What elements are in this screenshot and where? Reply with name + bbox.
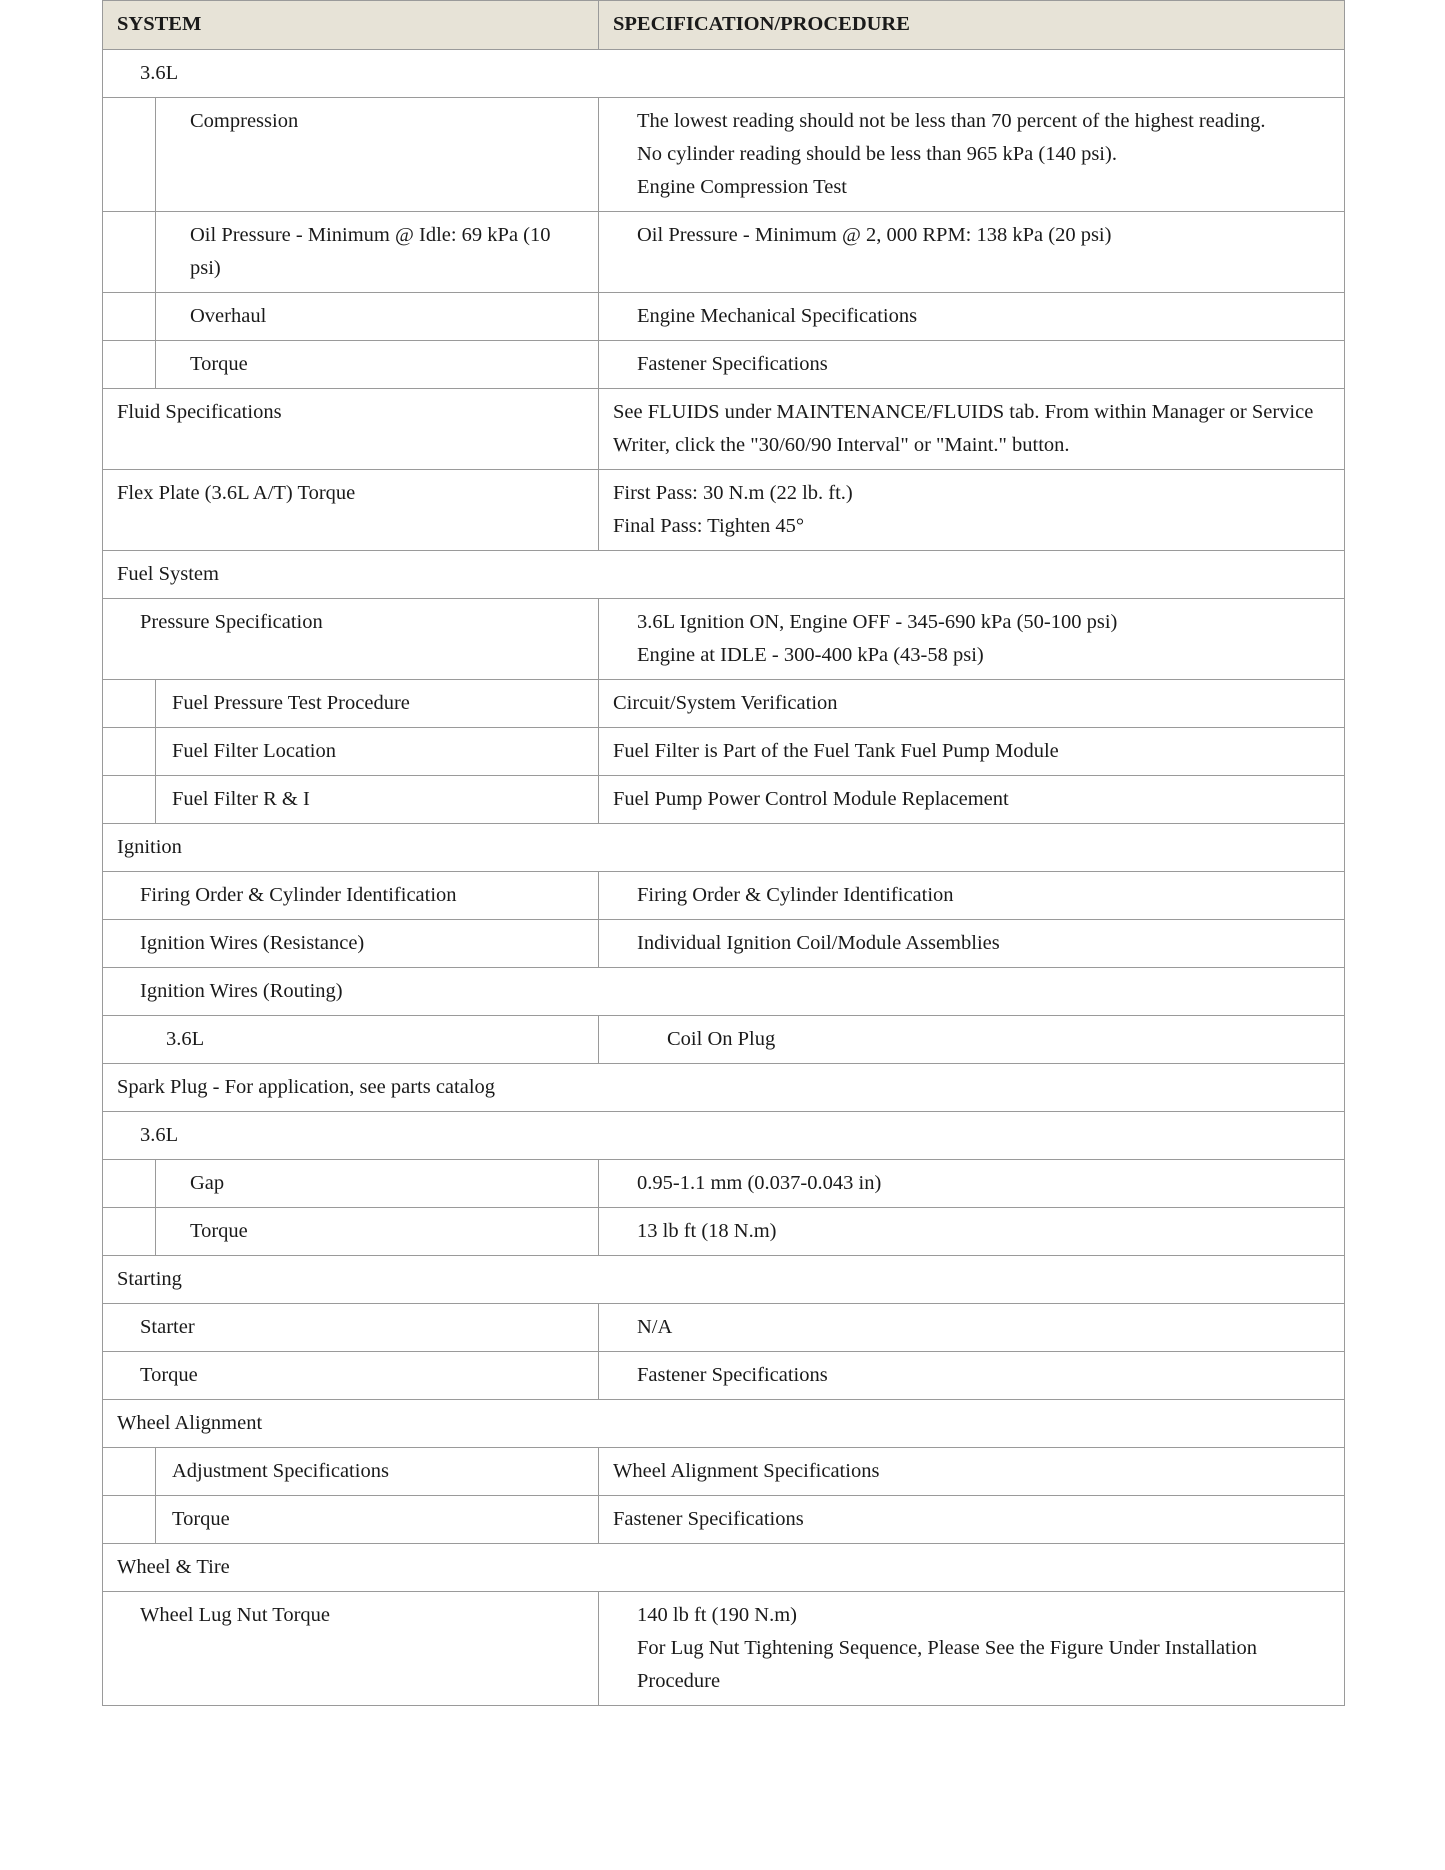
spec-cell: Individual Ignition Coil/Module Assemblies xyxy=(599,920,1345,968)
spec-column-header: SPECIFICATION/PROCEDURE xyxy=(599,1,1345,50)
specifications-table xyxy=(102,0,1345,1706)
spec-cell: 0.95-1.1 mm (0.037-0.043 in) xyxy=(599,1160,1345,1208)
spec-line: No cylinder reading should be less than 965 kPa (140 psi). xyxy=(637,143,1117,165)
table-row xyxy=(103,872,1345,920)
spec-cell xyxy=(599,599,1345,680)
section-label: Spark Plug - For application, see parts catalog xyxy=(103,1064,1345,1112)
subsection-label: Ignition Wires (Routing) xyxy=(103,968,1345,1016)
system-cell: Fuel Filter R & I xyxy=(156,776,599,824)
spec-cell xyxy=(599,1592,1345,1706)
section-label: Wheel & Tire xyxy=(103,1544,1345,1592)
table-row xyxy=(103,293,1345,341)
table-row xyxy=(103,341,1345,389)
system-cell: Flex Plate (3.6L A/T) Torque xyxy=(103,470,599,551)
system-cell: Oil Pressure - Minimum @ Idle: 69 kPa (10 psi) xyxy=(156,212,599,293)
system-cell: Gap xyxy=(156,1160,599,1208)
system-cell: Pressure Specification xyxy=(103,599,599,680)
table-row xyxy=(103,1304,1345,1352)
section-label: Wheel Alignment xyxy=(103,1400,1345,1448)
indent-cell xyxy=(103,1496,156,1544)
table-row xyxy=(103,599,1345,680)
spec-cell: Wheel Alignment Specifications xyxy=(599,1448,1345,1496)
table-row xyxy=(103,1400,1345,1448)
system-cell: Adjustment Specifications xyxy=(156,1448,599,1496)
section-label: Starting xyxy=(103,1256,1345,1304)
system-cell: Ignition Wires (Resistance) xyxy=(103,920,599,968)
system-cell: Fluid Specifications xyxy=(103,389,599,470)
table-row xyxy=(103,728,1345,776)
table-header-row xyxy=(103,1,1345,50)
spec-cell: Fuel Filter is Part of the Fuel Tank Fuel Pump Module xyxy=(599,728,1345,776)
system-cell: Firing Order & Cylinder Identification xyxy=(103,872,599,920)
table-row xyxy=(103,1592,1345,1706)
spec-cell: Coil On Plug xyxy=(599,1016,1345,1064)
subsection-label: 3.6L xyxy=(103,1112,1345,1160)
table-row xyxy=(103,212,1345,293)
spec-cell xyxy=(599,98,1345,212)
indent-cell xyxy=(103,776,156,824)
table-row xyxy=(103,1160,1345,1208)
spec-cell: Fuel Pump Power Control Module Replacement xyxy=(599,776,1345,824)
spec-cell: Oil Pressure - Minimum @ 2, 000 RPM: 138 kPa (20 psi) xyxy=(599,212,1345,293)
spec-cell: N/A xyxy=(599,1304,1345,1352)
table-row xyxy=(103,551,1345,599)
table-row xyxy=(103,1496,1345,1544)
indent-cell xyxy=(103,1160,156,1208)
system-cell: Fuel Pressure Test Procedure xyxy=(156,680,599,728)
spec-cell: Firing Order & Cylinder Identification xyxy=(599,872,1345,920)
table-row xyxy=(103,1208,1345,1256)
system-cell: Starter xyxy=(103,1304,599,1352)
table-row xyxy=(103,470,1345,551)
table-row xyxy=(103,680,1345,728)
indent-cell xyxy=(103,98,156,212)
system-cell: Overhaul xyxy=(156,293,599,341)
system-cell: Compression xyxy=(156,98,599,212)
table-row xyxy=(103,968,1345,1016)
indent-cell xyxy=(103,680,156,728)
table-row xyxy=(103,1064,1345,1112)
spec-cell: See FLUIDS under MAINTENANCE/FLUIDS tab. From within Manager or Service Writer, click the "30/60/90 Interval" or "Maint." button. xyxy=(599,389,1345,470)
section-label: Fuel System xyxy=(103,551,1345,599)
spec-line: First Pass: 30 N.m (22 lb. ft.) xyxy=(613,482,853,504)
indent-cell xyxy=(103,212,156,293)
spec-line: The lowest reading should not be less than 70 percent of the highest reading. xyxy=(637,110,1266,132)
indent-cell xyxy=(103,341,156,389)
indent-cell xyxy=(103,728,156,776)
indent-cell xyxy=(103,1448,156,1496)
spec-cell xyxy=(599,470,1345,551)
system-cell: Torque xyxy=(103,1352,599,1400)
system-cell: Wheel Lug Nut Torque xyxy=(103,1592,599,1706)
spec-cell: Fastener Specifications xyxy=(599,341,1345,389)
system-cell: Torque xyxy=(156,1208,599,1256)
system-cell: Torque xyxy=(156,1496,599,1544)
table-row xyxy=(103,98,1345,212)
spec-cell: Fastener Specifications xyxy=(599,1496,1345,1544)
table-row xyxy=(103,824,1345,872)
table-row xyxy=(103,776,1345,824)
table-row xyxy=(103,1448,1345,1496)
table-row xyxy=(103,50,1345,98)
spec-line: For Lug Nut Tightening Sequence, Please See the Figure Under Installation Procedure xyxy=(637,1637,1258,1692)
spec-line: 140 lb ft (190 N.m) xyxy=(637,1604,797,1626)
section-label: Ignition xyxy=(103,824,1345,872)
table-row xyxy=(103,1112,1345,1160)
spec-line: Final Pass: Tighten 45° xyxy=(613,515,805,537)
table-row xyxy=(103,1544,1345,1592)
system-cell: 3.6L xyxy=(103,1016,599,1064)
table-row xyxy=(103,1256,1345,1304)
system-column-header: SYSTEM xyxy=(103,1,599,50)
indent-cell xyxy=(103,1208,156,1256)
system-cell: Torque xyxy=(156,341,599,389)
spec-cell: Circuit/System Verification xyxy=(599,680,1345,728)
table-row xyxy=(103,920,1345,968)
spec-cell: 13 lb ft (18 N.m) xyxy=(599,1208,1345,1256)
engine-group-label: 3.6L xyxy=(103,50,1345,98)
system-cell: Fuel Filter Location xyxy=(156,728,599,776)
spec-line: 3.6L Ignition ON, Engine OFF - 345-690 kPa (50-100 psi) xyxy=(637,611,1118,633)
table-row xyxy=(103,389,1345,470)
spec-cell: Engine Mechanical Specifications xyxy=(599,293,1345,341)
table-row xyxy=(103,1016,1345,1064)
spec-cell: Fastener Specifications xyxy=(599,1352,1345,1400)
table-row xyxy=(103,1352,1345,1400)
spec-line: Engine Compression Test xyxy=(637,176,848,198)
indent-cell xyxy=(103,293,156,341)
spec-line: Engine at IDLE - 300-400 kPa (43-58 psi) xyxy=(637,644,984,666)
